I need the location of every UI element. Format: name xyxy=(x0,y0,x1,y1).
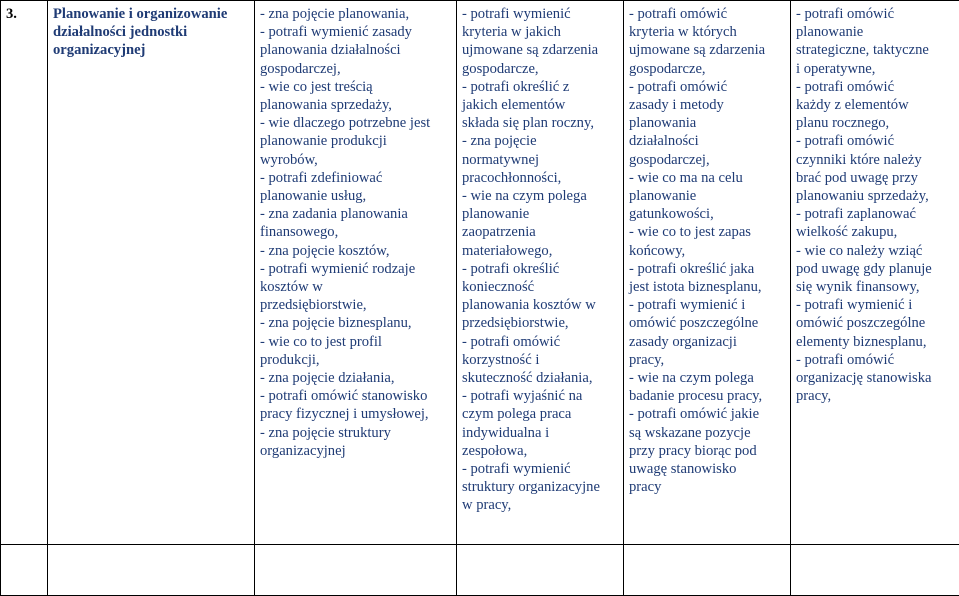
text-line: się wynik finansowy, xyxy=(796,278,954,296)
text-line: planowania działalności xyxy=(260,41,451,59)
text-line: finansowego, xyxy=(260,223,451,241)
text-line: materiałowego, xyxy=(462,242,618,260)
text-line: przedsiębiorstwie, xyxy=(462,314,618,332)
text-line: - wie na czym polega xyxy=(629,369,785,387)
text-line: brać pod uwagę przy xyxy=(796,169,954,187)
text-line: - potrafi wymienić i xyxy=(796,296,954,314)
text-line: - potrafi omówić xyxy=(462,333,618,351)
text-line: przy pracy biorąc pod xyxy=(629,442,785,460)
text-line: pracy fizycznej i umysłowej, xyxy=(260,405,451,423)
text-line: składa się plan roczny, xyxy=(462,114,618,132)
text-line: - potrafi wymienić xyxy=(462,5,618,23)
text-line: - potrafi określić xyxy=(462,260,618,278)
text-line: planowania sprzedaży, xyxy=(260,96,451,114)
text-line: planowania kosztów w xyxy=(462,296,618,314)
text-line: - potrafi omówić xyxy=(629,5,785,23)
text-line: pracy, xyxy=(796,387,954,405)
text-line: - potrafi omówić xyxy=(796,78,954,96)
text-line: omówić poszczególne xyxy=(629,314,785,332)
empty-cell xyxy=(624,545,791,596)
text-line: jest istota biznesplanu, xyxy=(629,278,785,296)
empty-cell xyxy=(48,545,255,596)
row-number-cell xyxy=(1,1,48,545)
text-line: - zna pojęcie biznesplanu, xyxy=(260,314,451,332)
text-line: kryteria w których xyxy=(629,23,785,41)
requirements-text-1 xyxy=(260,5,451,460)
text-line: indywidualna i xyxy=(462,424,618,442)
text-line: i operatywne, xyxy=(796,60,954,78)
text-line: działalności xyxy=(629,132,785,150)
text-line: planowanie xyxy=(629,187,785,205)
text-line: elementy biznesplanu, xyxy=(796,333,954,351)
text-line: planowanie usług, xyxy=(260,187,451,205)
text-line: uwagę stanowisko xyxy=(629,460,785,478)
text-line: badanie procesu pracy, xyxy=(629,387,785,405)
text-line: normatywnej xyxy=(462,151,618,169)
text-line: pracy, xyxy=(629,351,785,369)
text-line: kryteria w jakich xyxy=(462,23,618,41)
topic-title xyxy=(53,5,249,60)
requirements-text-3 xyxy=(629,5,785,496)
text-line: są wskazane pozycje xyxy=(629,424,785,442)
text-line: - zna pojęcie planowania, xyxy=(260,5,451,23)
text-line: każdy z elementów xyxy=(796,96,954,114)
text-line: planowania xyxy=(629,114,785,132)
text-line: - potrafi omówić xyxy=(796,5,954,23)
text-line: - potrafi omówić xyxy=(629,78,785,96)
text-line: - potrafi omówić stanowisko xyxy=(260,387,451,405)
text-line: konieczność xyxy=(462,278,618,296)
text-line: - potrafi wymienić zasady xyxy=(260,23,451,41)
text-line: Planowanie i organizowanie xyxy=(53,5,249,23)
text-line: gospodarcze, xyxy=(629,60,785,78)
text-line: ujmowane są zdarzenia xyxy=(462,41,618,59)
text-line: - zna zadania planowania xyxy=(260,205,451,223)
text-line: wyrobów, xyxy=(260,151,451,169)
text-line: skuteczność działania, xyxy=(462,369,618,387)
text-line: pracy xyxy=(629,478,785,496)
text-line: przedsiębiorstwie, xyxy=(260,296,451,314)
text-line: produkcji, xyxy=(260,351,451,369)
text-line: - wie co jest treścią xyxy=(260,78,451,96)
text-line: strategiczne, taktyczne xyxy=(796,41,954,59)
text-line: - potrafi omówić xyxy=(796,132,954,150)
text-line: - potrafi wymienić rodzaje xyxy=(260,260,451,278)
empty-table-row xyxy=(1,545,959,596)
text-line: planowanie produkcji xyxy=(260,132,451,150)
text-line: zaopatrzenia xyxy=(462,223,618,241)
empty-cell xyxy=(791,545,959,596)
text-line: zasady organizacji xyxy=(629,333,785,351)
requirements-text-4 xyxy=(796,5,954,405)
text-line: planowanie xyxy=(462,205,618,223)
text-line: - wie co należy wziąć xyxy=(796,242,954,260)
requirements-cell-4 xyxy=(791,1,959,545)
text-line: pod uwagę gdy planuje xyxy=(796,260,954,278)
text-line: - zna pojęcie xyxy=(462,132,618,150)
text-line: organizacyjnej xyxy=(260,442,451,460)
text-line: pracochłonności, xyxy=(462,169,618,187)
text-line: planowanie xyxy=(796,23,954,41)
text-line: gospodarczej, xyxy=(629,151,785,169)
text-line: - potrafi wymienić i xyxy=(629,296,785,314)
text-line: - wie co to jest zapas xyxy=(629,223,785,241)
text-line: - wie co ma na celu xyxy=(629,169,785,187)
text-line: - zna pojęcie struktury xyxy=(260,424,451,442)
text-line: - potrafi omówić jakie xyxy=(629,405,785,423)
text-line: - wie dlaczego potrzebne jest xyxy=(260,114,451,132)
text-line: gospodarczej, xyxy=(260,60,451,78)
text-line: - wie na czym polega xyxy=(462,187,618,205)
empty-cell xyxy=(457,545,624,596)
requirements-cell-2 xyxy=(457,1,624,545)
text-line: - potrafi omówić xyxy=(796,351,954,369)
empty-cell xyxy=(255,545,457,596)
text-line: kosztów w xyxy=(260,278,451,296)
requirements-text-2 xyxy=(462,5,618,515)
text-line: czym polega praca xyxy=(462,405,618,423)
text-line: - wie co to jest profil xyxy=(260,333,451,351)
text-line: organizację stanowiska xyxy=(796,369,954,387)
requirements-cell-3 xyxy=(624,1,791,545)
text-line: gospodarcze, xyxy=(462,60,618,78)
row-number: 3. xyxy=(6,6,17,22)
text-line: ujmowane są zdarzenia xyxy=(629,41,785,59)
text-line: korzystność i xyxy=(462,351,618,369)
text-line: struktury organizacyjne xyxy=(462,478,618,496)
text-line: zasady i metody xyxy=(629,96,785,114)
text-line: planowaniu sprzedaży, xyxy=(796,187,954,205)
text-line: organizacyjnej xyxy=(53,41,249,59)
text-line: omówić poszczególne xyxy=(796,314,954,332)
text-line: końcowy, xyxy=(629,242,785,260)
text-line: w pracy, xyxy=(462,496,618,514)
text-line: gatunkowości, xyxy=(629,205,785,223)
requirements-cell-1 xyxy=(255,1,457,545)
text-line: - potrafi zdefiniować xyxy=(260,169,451,187)
text-line: działalności jednostki xyxy=(53,23,249,41)
text-line: czynniki które należy xyxy=(796,151,954,169)
text-line: planu rocznego, xyxy=(796,114,954,132)
table-row xyxy=(1,1,959,545)
empty-cell xyxy=(1,545,48,596)
text-line: - zna pojęcie działania, xyxy=(260,369,451,387)
text-line: - potrafi określić z xyxy=(462,78,618,96)
text-line: - zna pojęcie kosztów, xyxy=(260,242,451,260)
text-line: - potrafi zaplanować xyxy=(796,205,954,223)
text-line: wielkość zakupu, xyxy=(796,223,954,241)
text-line: - potrafi wymienić xyxy=(462,460,618,478)
topic-cell xyxy=(48,1,255,545)
text-line: jakich elementów xyxy=(462,96,618,114)
text-line: zespołowa, xyxy=(462,442,618,460)
text-line: - potrafi określić jaka xyxy=(629,260,785,278)
text-line: - potrafi wyjaśnić na xyxy=(462,387,618,405)
